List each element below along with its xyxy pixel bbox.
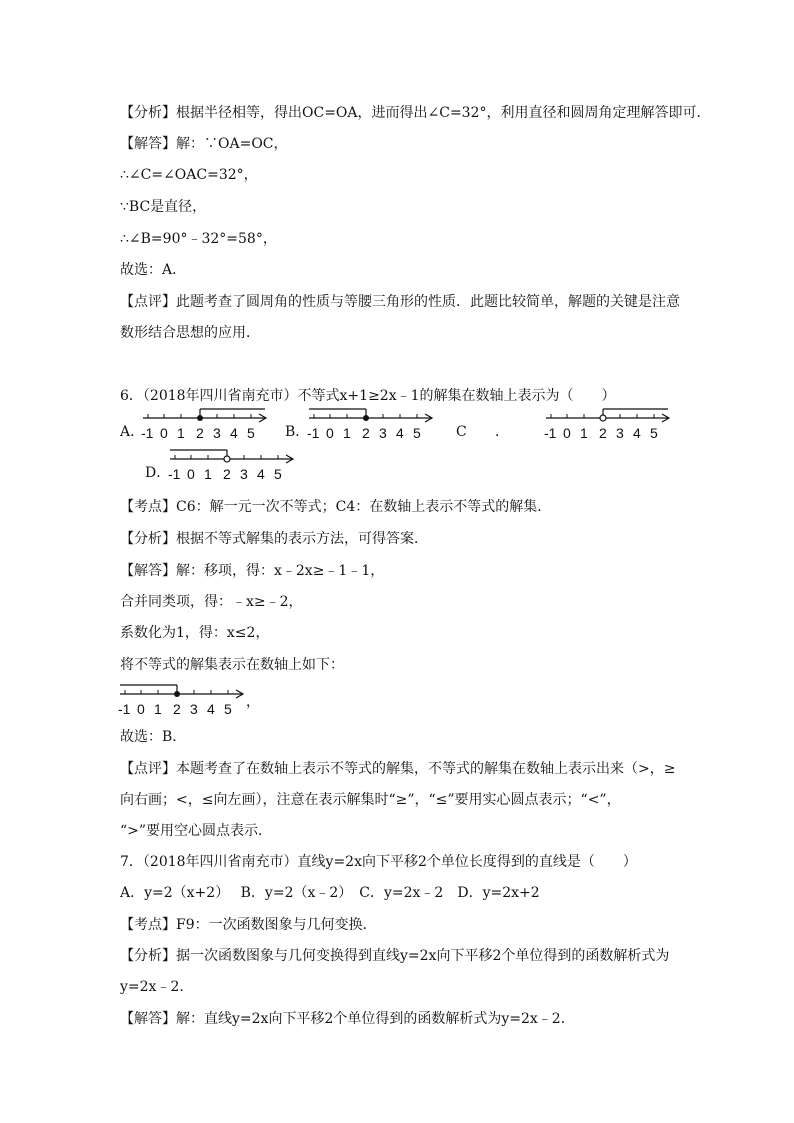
q7-kaodian: 【考点】F9：一次函数图象与几何变换． <box>120 917 377 933</box>
q6-stem: 6．（2018年四川省南充市）不等式x+1≥2x﹣1的解集在数轴上表示为（ ） <box>120 388 616 404</box>
tick-label: 4 <box>257 466 265 482</box>
tick-label: 1 <box>177 425 185 441</box>
q6-jieda-1: 【解答】解：移项，得：x﹣2x≥﹣1﹣1， <box>120 563 385 579</box>
tick-label: 1 <box>343 425 351 441</box>
tick-label: 0 <box>160 425 168 441</box>
q6-choice: 故选：B． <box>120 729 187 745</box>
tick-label: 5 <box>224 701 232 717</box>
tick-label: 2 <box>362 425 370 441</box>
answer-step-1: ∴∠C=∠OAC=32°， <box>120 167 258 183</box>
tick-label: 2 <box>196 425 204 441</box>
tick-label: 1 <box>580 425 588 441</box>
tick-label: 4 <box>396 425 404 441</box>
q6-jieda-3: 系数化为1，得：x≤2， <box>120 625 270 641</box>
q7-jieda: 【解答】解：直线y=2x向下平移2个单位得到的函数解析式为y=2x﹣2． <box>120 1011 575 1027</box>
tick-label: 4 <box>633 425 641 441</box>
tick-label: 1 <box>154 701 162 717</box>
tick-label: 5 <box>413 425 421 441</box>
number-line-c-svg <box>546 408 676 446</box>
number-line-d-svg <box>170 449 300 487</box>
tick-label: 3 <box>213 425 221 441</box>
answer-line: 【解答】解：∵OA=OC， <box>120 136 288 152</box>
q7-options: A．y=2（x+2） B．y=2（x﹣2） C．y=2x﹣2 D．y=2x+2 <box>120 885 540 901</box>
option-b-label: B． <box>285 424 310 440</box>
tick-label: 2 <box>173 701 181 717</box>
number-line-a-svg <box>143 408 273 446</box>
tick-label: 2 <box>223 466 231 482</box>
option-a-label: A． <box>120 424 145 440</box>
solution-comma: ， <box>246 694 260 710</box>
tick-label: 0 <box>326 425 334 441</box>
number-line-solution <box>120 684 250 722</box>
number-line-c <box>546 408 676 446</box>
number-line-a <box>143 408 273 446</box>
tick-label: -1 <box>141 425 154 441</box>
q6-dianping-1: 【点评】本题考查了在数轴上表示不等式的解集，不等式的解集在数轴上表示出来（>，≥ <box>120 761 676 777</box>
tick-label: -1 <box>544 425 557 441</box>
q7-fenxi-2: y=2x﹣2． <box>120 979 194 995</box>
number-line-b <box>309 408 439 446</box>
option-d-label: D． <box>145 465 171 481</box>
option-c-dot: ． <box>495 424 509 440</box>
q6-kaodian: 【考点】C6：解一元一次不等式；C4：在数轴上表示不等式的解集． <box>120 499 552 515</box>
q7-stem: 7．（2018年四川省南充市）直线y=2x向下平移2个单位长度得到的直线是（ ） <box>120 854 637 870</box>
tick-label: 3 <box>616 425 624 441</box>
analysis-line: 【分析】根据半径相等，得出OC=OA，进而得出∠C=32°，利用直径和圆周角定理解答即可． <box>120 105 711 121</box>
number-line-d <box>170 449 300 487</box>
tick-label: 5 <box>650 425 658 441</box>
tick-label: 4 <box>207 701 215 717</box>
tick-label: -1 <box>307 425 320 441</box>
tick-label: 0 <box>187 466 195 482</box>
tick-label: 4 <box>230 425 238 441</box>
q6-dianping-2: 向右画；<，≤向左画），注意在表示解集时“≥”，“≤”要用实心圆点表示；“<”， <box>120 792 621 808</box>
tick-label: -1 <box>168 466 181 482</box>
q6-dianping-3: “>”要用空心圆点表示． <box>120 823 273 839</box>
q6-jieda-4: 将不等式的解集表示在数轴上如下： <box>120 657 344 673</box>
answer-step-3: ∴∠B=90°﹣32°=58°， <box>120 231 277 247</box>
comment-line-1: 【点评】此题考查了圆周角的性质与等腰三角形的性质．此题比较简单，解题的关键是注意 <box>120 294 680 310</box>
number-line-solution-svg <box>120 684 250 722</box>
tick-label: 3 <box>240 466 248 482</box>
tick-label: -1 <box>118 701 131 717</box>
comment-line-2: 数形结合思想的应用． <box>120 325 260 341</box>
tick-label: 5 <box>274 466 282 482</box>
tick-label: 1 <box>204 466 212 482</box>
option-c-label: C <box>456 424 467 440</box>
q6-jieda-2: 合并同类项，得：﹣x≥﹣2， <box>120 594 303 610</box>
tick-label: 3 <box>379 425 387 441</box>
q7-fenxi-1: 【分析】据一次函数图象与几何变换得到直线y=2x向下平移2个单位得到的函数解析式为 <box>120 948 670 964</box>
answer-step-2: ∵BC是直径， <box>120 199 207 215</box>
choice-line: 故选：A． <box>120 262 187 278</box>
tick-label: 3 <box>190 701 198 717</box>
tick-label: 5 <box>247 425 255 441</box>
tick-label: 2 <box>599 425 607 441</box>
number-line-b-svg <box>309 408 439 446</box>
tick-label: 0 <box>563 425 571 441</box>
tick-label: 0 <box>137 701 145 717</box>
q6-fenxi: 【分析】根据不等式解集的表示方法，可得答案． <box>120 531 428 547</box>
